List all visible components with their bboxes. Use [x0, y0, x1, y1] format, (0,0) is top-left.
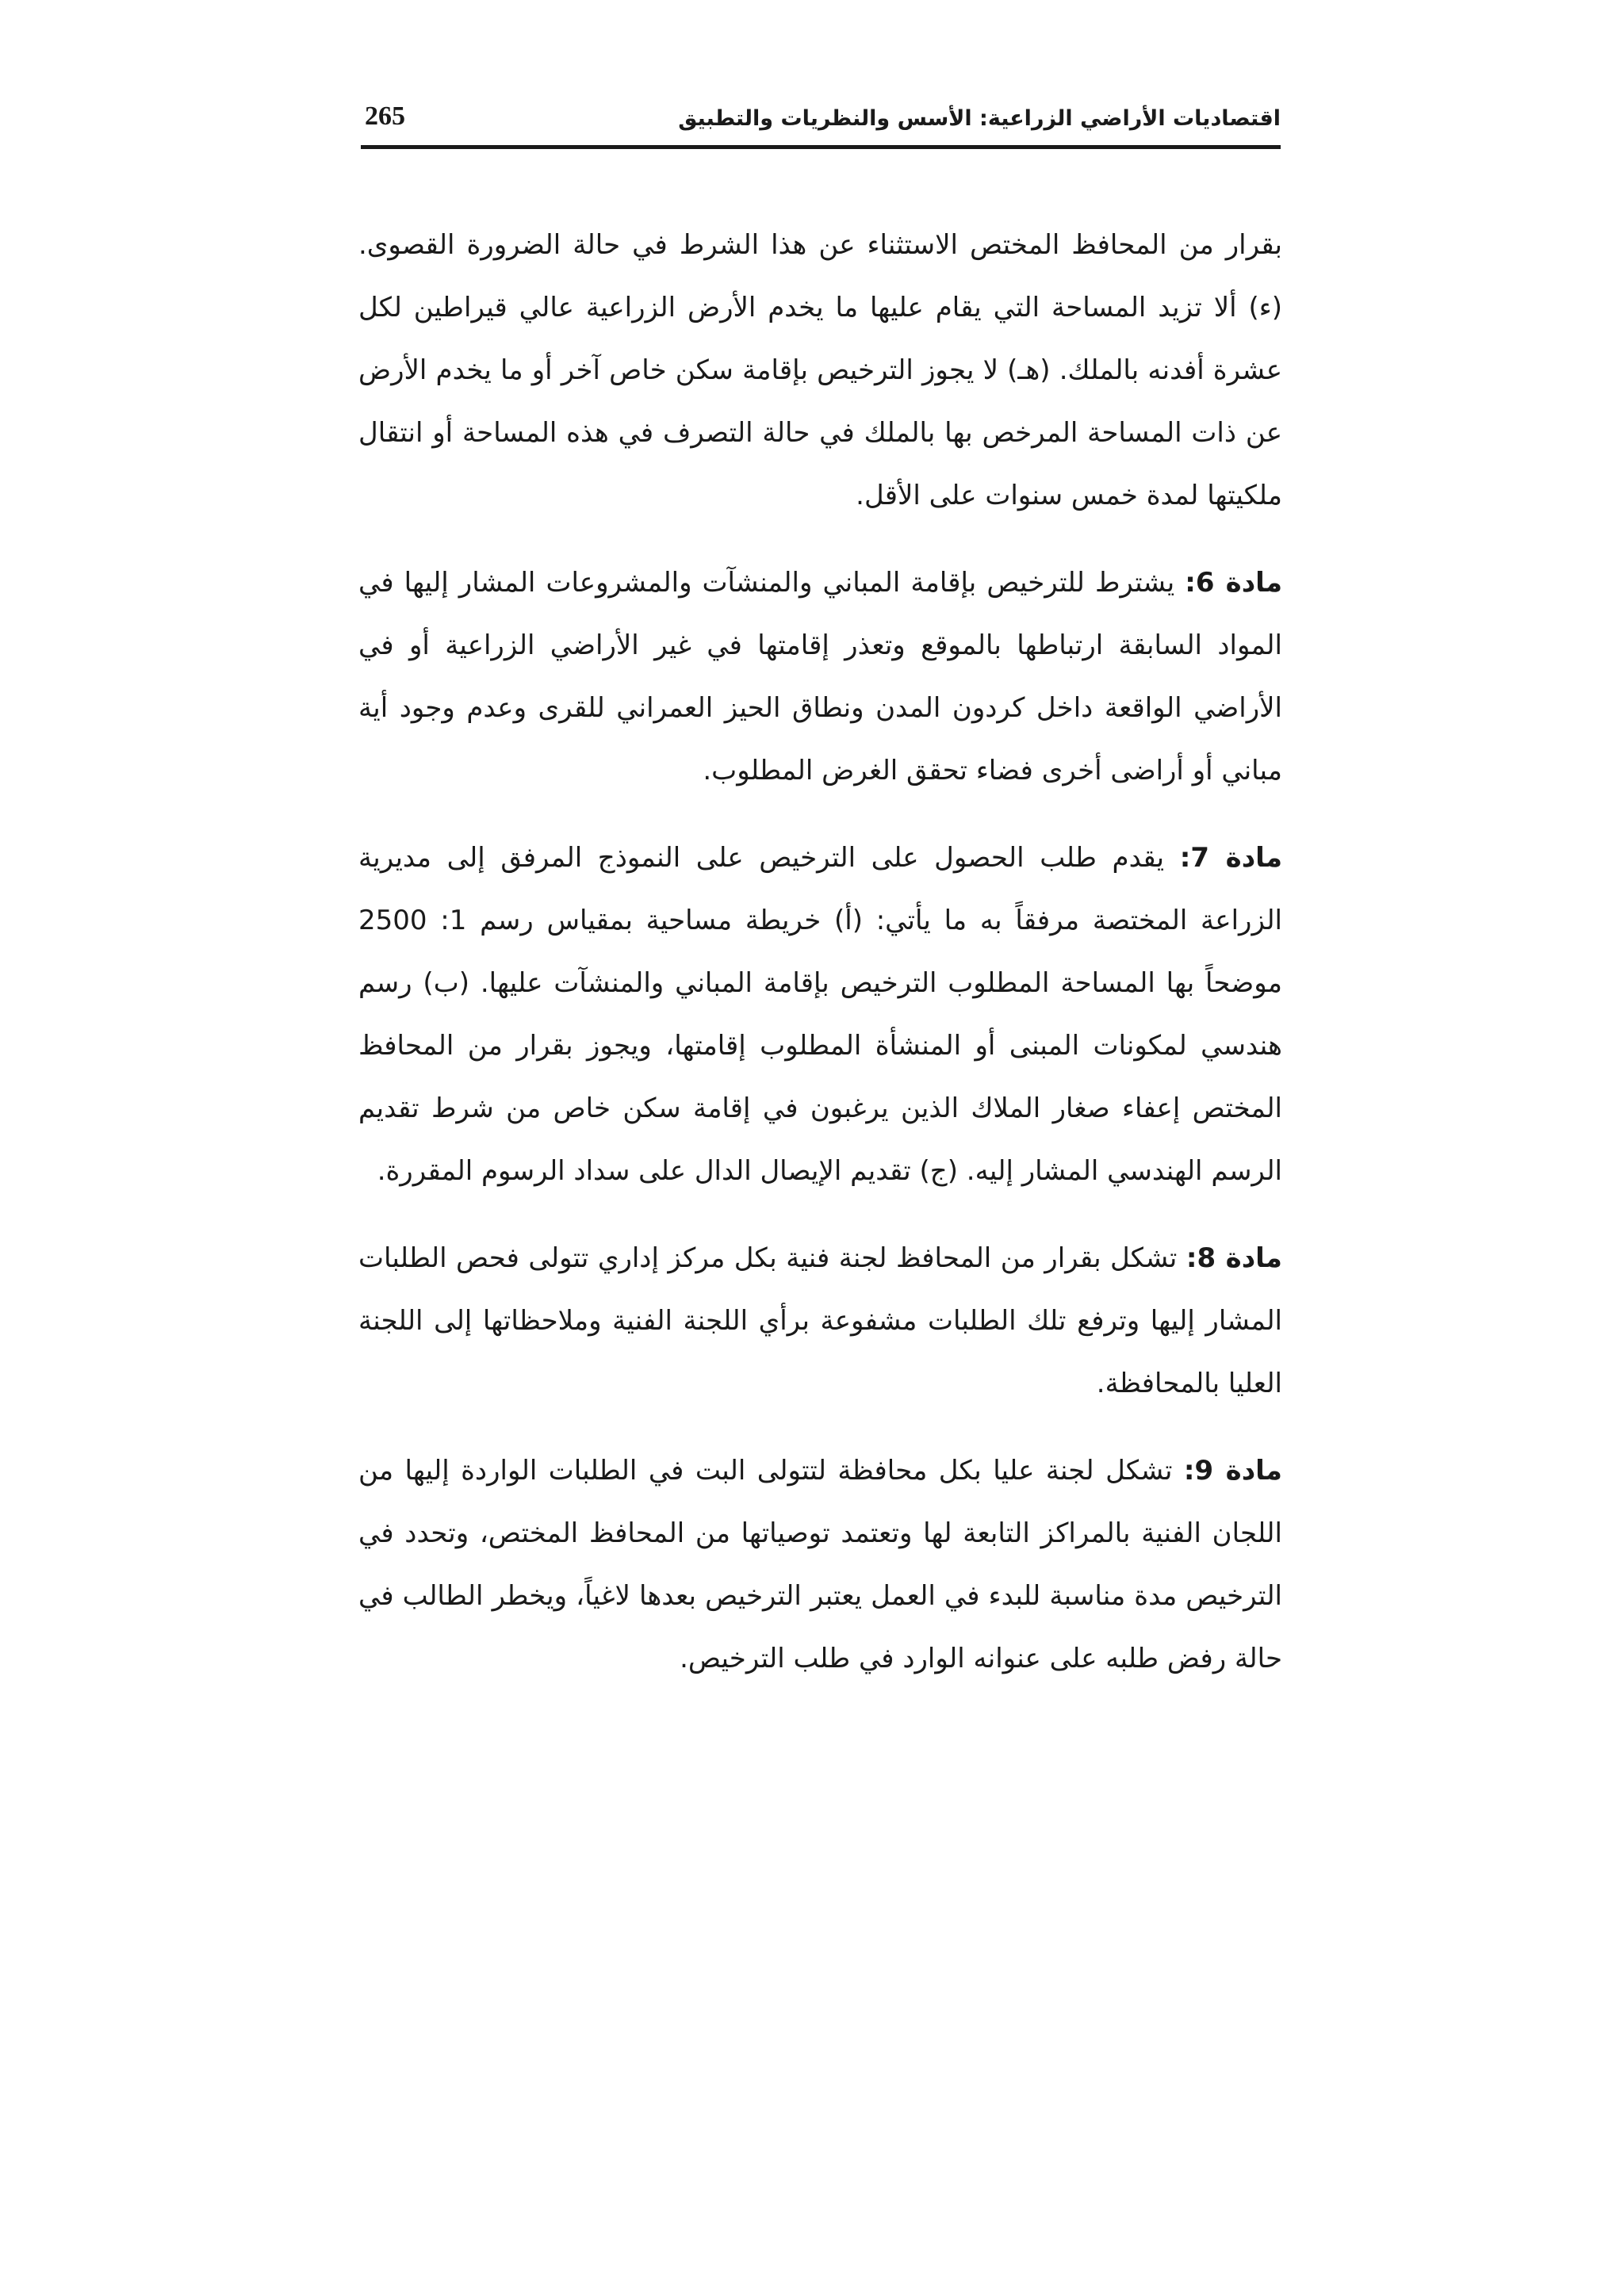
article-heading: مادة 8:: [1185, 1242, 1282, 1274]
article-8: [358, 1227, 1282, 1415]
header-rule: [361, 145, 1281, 149]
article-heading: مادة 7:: [1179, 842, 1282, 874]
article-heading: مادة 6:: [1185, 567, 1282, 599]
running-header-title: اقتصاديات الأراضي الزراعية: الأسس والنظريات والتطبيق: [678, 106, 1281, 131]
article-9: [358, 1440, 1282, 1690]
running-header: [361, 101, 1281, 149]
article-heading: مادة 9:: [1183, 1455, 1282, 1487]
article-text: تشكل لجنة عليا بكل محافظة لتتولى البت في الطلبات الواردة إليها من اللجان الفنية بالمراكز التابعة لها وتعتمد توصياتها من المحافظ المختص، وتحدد في الترخيص مدة مناسبة للبدء في العمل يعتبر الترخيص بعدها لاغياً، ويخطر الطالب في حالة رفض طلبه على عنوانه الوارد في طلب الترخيص.: [358, 1455, 1282, 1674]
article-text: يشترط للترخيص بإقامة المباني والمنشآت والمشروعات المشار إليها في المواد السابقة ارتباطها بالموقع وتعذر إقامتها في غير الأراضي الزراعية أو في الأراضي الواقعة داخل كردون المدن ونطاق الحيز العمراني للقرى وعدم وجود أية مباني أو أراضى أخرى فضاء تحقق الغرض المطلوب.: [358, 567, 1282, 786]
article-6: [358, 552, 1282, 802]
body-text: [358, 214, 1282, 1690]
article-text: يقدم طلب الحصول على الترخيص على النموذج المرفق إلى مديرية الزراعة المختصة مرفقاً به ما يأتي: (أ) خريطة مساحية بمقياس رسم 1: 2500 موضحاً بها المساحة المطلوب الترخيص بإقامة المباني والمنشآت عليها. (ب) رسم هندسي لمكونات المبنى أو المنشأة المطلوب إقامتها، ويجوز بقرار من المحافظ المختص إعفاء صغار الملاك الذين يرغبون في إقامة سكن خاص من شرط تقديم الرسم الهندسي المشار إليه. (ج) تقديم الإيصال الدال على سداد الرسوم المقررة.: [358, 842, 1283, 1187]
paragraph-continuation: [358, 214, 1282, 527]
article-7: [358, 827, 1282, 1203]
page-number: 265: [365, 101, 405, 131]
article-text: تشكل بقرار من المحافظ لجنة فنية بكل مركز إداري تتولى فحص الطلبات المشار إليها وترفع تلك الطلبات مشفوعة برأي اللجنة الفنية وملاحظاتها إلى اللجنة العليا بالمحافظة.: [358, 1242, 1282, 1399]
paragraph-text: بقرار من المحافظ المختص الاستثناء عن هذا الشرط في حالة الضرورة القصوى. (ء) ألا تزيد المساحة التي يقام عليها ما يخدم الأرض الزراعية عالي قيراطين لكل عشرة أفدنه بالملك. (هـ) لا يجوز الترخيص بإقامة سكن خاص آخر أو ما يخدم الأرض عن ذات المساحة المرخص بها بالملك في حالة التصرف في هذه المساحة أو انتقال ملكيتها لمدة خمس سنوات على الأقل.: [358, 229, 1282, 511]
